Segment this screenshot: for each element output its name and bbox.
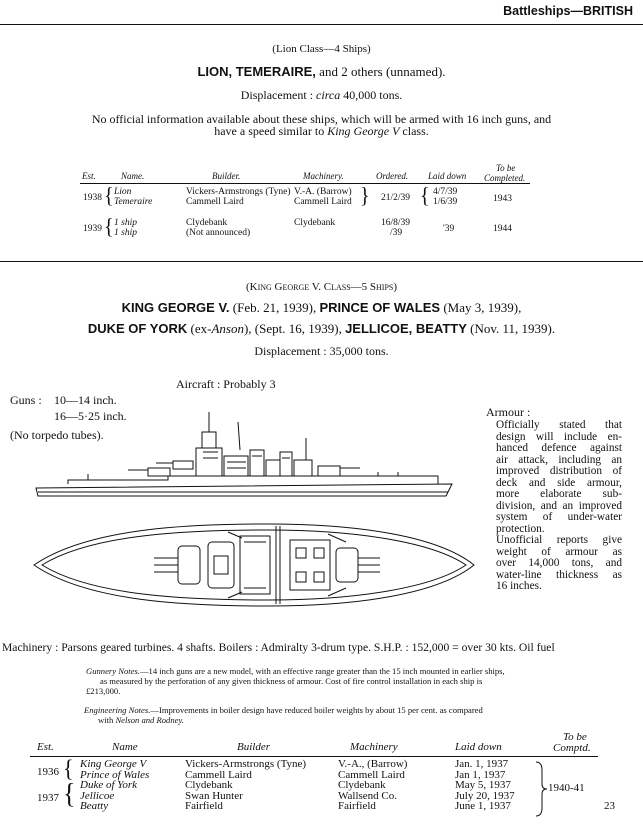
lion-row2-name-b: 1 ship xyxy=(114,228,137,238)
kgv-names-line1-part-0: KING GEORGE V. xyxy=(121,300,230,315)
lion-row1-est: 1938 xyxy=(83,193,102,203)
kgv-th-machinery: Machinery xyxy=(350,741,398,753)
kgv-names-line2 xyxy=(0,321,643,337)
lion-row2-builder-a: Clydebank xyxy=(186,218,228,228)
kgv-guns-label: Guns : xyxy=(10,393,42,407)
lion-displacement-label: Displacement : xyxy=(240,88,314,102)
lion-th-laid: Laid down xyxy=(428,171,467,181)
lion-row1-brace-laid: { xyxy=(420,183,430,209)
kgv-row-name: Jellicoe xyxy=(80,789,115,802)
armour-line: weight of armour as xyxy=(496,545,622,558)
lion-displacement-value: 40,000 tons. xyxy=(343,88,403,102)
running-header: Battleships—BRITISH xyxy=(503,4,633,18)
kgv-names-line2-part-5: (Nov. 11, 1939). xyxy=(466,321,556,336)
kgv-completed: 1940-41 xyxy=(548,782,585,794)
kgv-th-name: Name xyxy=(112,741,138,753)
kgv-names-line1-part-3: (May 3, 1939), xyxy=(440,300,522,315)
page-number: 23 xyxy=(604,800,615,812)
kgv-row-name: King George V xyxy=(80,758,147,770)
kgv-row-name: Duke of York xyxy=(80,779,138,791)
eng-notes-line2 xyxy=(84,715,624,725)
lion-row2-brace: { xyxy=(104,214,114,240)
gunnery-notes-label: Gunnery Notes. xyxy=(86,666,140,676)
kgv-names-line2-part-4: JELLICOE, BEATTY xyxy=(345,321,467,336)
kgv-brace-1936: { xyxy=(63,754,74,783)
lion-th-completed: Completed. xyxy=(484,173,526,183)
armour-line: more elaborate sub- xyxy=(496,488,622,500)
kgv-guns-2: 16—5·25 inch. xyxy=(54,409,127,423)
armour-text xyxy=(496,420,622,593)
ship-profile-drawing xyxy=(28,408,458,508)
kgv-row-builder: Fairfield xyxy=(185,800,223,812)
lion-row1-laid-b: 1/6/39 xyxy=(433,197,458,207)
lion-row1-builder-a: Vickers-Armstrongs (Tyne) xyxy=(186,187,291,197)
kgv-row-machinery: V.-A., (Barrow) xyxy=(338,758,408,770)
lion-note-2-pre: have a speed similar to xyxy=(214,124,328,138)
kgv-names-line1 xyxy=(0,300,643,316)
kgv-names-line2-part-3: ), (Sept. 16, 1939), xyxy=(243,321,346,336)
kgv-table-rule xyxy=(30,756,598,757)
kgv-row-laid: June 1, 1937 xyxy=(455,800,511,812)
lion-th-est: Est. xyxy=(82,171,96,181)
header-rule xyxy=(0,24,643,25)
lion-row1-ordered: 21/2/39 xyxy=(381,193,411,203)
kgv-est-1937: 1937 xyxy=(37,792,59,804)
kgv-names-line1-part-1: (Feb. 21, 1939), xyxy=(229,300,320,315)
lion-row2-ordered-b: /39 xyxy=(390,228,403,238)
lion-row2-name-a: 1 ship xyxy=(114,218,137,228)
lion-row2-est: 1939 xyxy=(83,224,102,234)
lion-names xyxy=(0,64,643,80)
kgv-names-line1-part-2: PRINCE OF WALES xyxy=(319,300,441,315)
lion-row1-name-a: Lion xyxy=(114,187,132,197)
lion-row1-mach-a: V.-A. (Barrow) xyxy=(294,187,352,197)
armour-line: air attack, including an xyxy=(496,453,622,466)
lion-row2-completed: 1944 xyxy=(493,224,512,234)
armour-line: system of under-water xyxy=(496,511,622,523)
armour-line: deck and side armour, xyxy=(496,476,622,489)
kgv-guns-1: 10—14 inch. xyxy=(54,393,117,407)
lion-th-tobe: To be xyxy=(496,163,516,173)
kgv-machinery: Machinery : Parsons geared turbines. 4 shafts. Boilers : Admiralty 3-drum type. S.H.P. : 152,000 = over 30 kts. Oil fuel xyxy=(2,641,555,654)
armour-line: hanced defence against xyxy=(496,442,622,454)
lion-row2-mach-a: Clydebank xyxy=(294,218,336,228)
gunnery-notes-line1 xyxy=(86,666,626,676)
kgv-row-machinery: Clydebank xyxy=(338,779,386,791)
gunnery-notes-text1: —14 inch guns are a new model, with an effective range greater than the 15 inch mounted in earlier ships, xyxy=(139,666,505,676)
kgv-th-tobe: To be xyxy=(563,731,587,743)
armour-line: Officially stated that xyxy=(496,419,622,431)
gunnery-notes-line3: £213,000. xyxy=(86,686,121,696)
kgv-aircraft: Aircraft : Probably 3 xyxy=(176,377,276,391)
kgv-row-builder: Swan Hunter xyxy=(185,789,243,802)
kgv-class-line: (King George V. Class—5 Ships) xyxy=(245,281,398,293)
gunnery-notes-line2: as measured by the perforation of any given thickness of armour. Cost of fire control installation in each ship is xyxy=(100,676,483,686)
kgv-row-laid: May 5, 1937 xyxy=(455,779,511,791)
kgv-th-completed: Comptd. xyxy=(553,742,591,754)
kgv-th-laid: Laid down xyxy=(455,741,502,753)
lion-row1-brace: { xyxy=(104,183,114,209)
lion-th-name: Name. xyxy=(121,171,145,181)
kgv-completed-brace xyxy=(534,760,548,818)
lion-table-rule xyxy=(80,183,530,184)
kgv-row-builder: Vickers-Armstrongs (Tyne) xyxy=(185,758,307,770)
armour-title: Armour : xyxy=(486,405,531,419)
lion-note-1: No official information available about these ships, which will be armed with 16 inch guns, and xyxy=(91,112,552,126)
kgv-names-line2-part-2: Anson xyxy=(211,321,244,336)
lion-names-bold: LION, TEMERAIRE, xyxy=(197,64,316,79)
ship-plan-drawing xyxy=(28,520,480,610)
kgv-th-builder: Builder xyxy=(237,741,270,753)
kgv-row-machinery: Fairfield xyxy=(338,800,376,812)
lion-row2-builder-b: (Not announced) xyxy=(186,228,251,238)
kgv-row-builder: Clydebank xyxy=(185,779,233,791)
profile-hull xyxy=(36,484,452,496)
lion-note-2-post: class. xyxy=(399,124,429,138)
armour-line: over 14,000 tons, and xyxy=(496,557,622,569)
lion-displacement xyxy=(0,88,643,103)
kgv-names-line2-part-0: DUKE OF YORK xyxy=(87,321,188,336)
engineering-notes xyxy=(84,705,624,725)
armour-line: water-line thickness as xyxy=(496,568,622,581)
eng-notes-label: Engineering Notes. xyxy=(84,705,151,715)
lion-displacement-circa: circa xyxy=(316,88,341,102)
kgv-th-est: Est. xyxy=(37,741,54,753)
armour-line: design will include en- xyxy=(496,430,622,443)
eng-notes-text1: —Improvements in boiler design have reduced boiler weights by about 15 per cent. as compared xyxy=(150,705,483,715)
lion-row2-ordered-a: 16/8/39 xyxy=(381,218,411,228)
gunnery-notes xyxy=(86,666,626,696)
armour-line: protection. xyxy=(496,522,545,535)
lion-th-builder: Builder. xyxy=(212,171,241,181)
lion-row1-name-b: Temeraire xyxy=(114,197,153,207)
lion-class-line: (Lion Class—4 Ships) xyxy=(272,43,371,55)
kgv-brace-1937: { xyxy=(63,777,76,810)
lion-row1-laid-a: 4/7/39 xyxy=(433,187,458,197)
lion-note-2 xyxy=(0,124,643,139)
kgv-row-builder: Cammell Laird xyxy=(185,768,252,781)
lion-names-rest: and 2 others (unnamed). xyxy=(315,64,446,79)
armour-line: Unofficial reports give xyxy=(496,534,622,546)
kgv-row-machinery: Cammell Laird xyxy=(338,768,405,781)
lion-row2-laid: '39 xyxy=(443,224,455,234)
eng-notes-line1 xyxy=(84,705,624,715)
armour-line: division, and an improved xyxy=(496,499,622,512)
kgv-row-laid: Jan 1, 1937 xyxy=(455,768,506,781)
kgv-row-machinery: Wallsend Co. xyxy=(338,789,397,802)
eng-notes-pre: with xyxy=(98,715,116,725)
kgv-names-line2-part-1: (ex- xyxy=(187,321,212,336)
lion-row1-brace-r: } xyxy=(360,183,370,209)
lion-note-2-italic: King George V xyxy=(327,124,400,138)
armour-line: improved distribution of xyxy=(496,465,622,477)
kgv-est-1936: 1936 xyxy=(37,766,59,778)
kgv-row-laid: July 20, 1937 xyxy=(455,789,515,802)
kgv-row-name: Prince of Wales xyxy=(80,768,150,781)
kgv-torpedo: (No torpedo tubes). xyxy=(10,428,104,442)
eng-notes-italic: Nelson and Rodney. xyxy=(115,715,184,725)
kgv-row-laid: Jan. 1, 1937 xyxy=(455,758,509,770)
lion-row1-mach-b: Cammell Laird xyxy=(294,197,352,207)
section-rule xyxy=(0,261,643,262)
lion-th-machinery: Machinery. xyxy=(303,171,344,181)
lion-th-ordered: Ordered. xyxy=(376,171,409,181)
armour-line: 16 inches. xyxy=(496,580,542,592)
lion-row1-completed: 1943 xyxy=(493,194,512,204)
kgv-displacement: Displacement : 35,000 tons. xyxy=(254,344,389,358)
lion-row1-builder-b: Cammell Laird xyxy=(186,197,244,207)
kgv-row-name: Beatty xyxy=(80,800,109,812)
